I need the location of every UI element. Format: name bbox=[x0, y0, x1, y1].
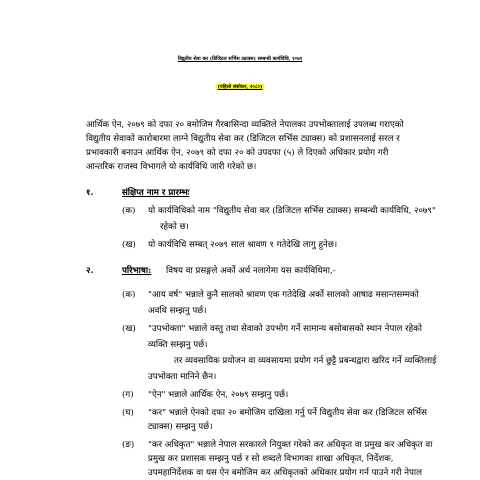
document-title: विद्युतीय सेवा कर (डिजिटल सर्भिस ट्याक्स) सम्बन्धी कार्यविधि, २०७९ bbox=[177, 56, 303, 62]
section-2-item-kha-line-2: व्यक्ति सम्झनु पर्छ। bbox=[148, 340, 208, 350]
section-1-number: १. bbox=[86, 188, 94, 198]
section-2-item-ga-line-1: "ऐन" भन्नाले आर्थिक ऐन, २०७९ सम्झनु पर्छ। bbox=[148, 390, 289, 400]
section-2-item-kha-proviso-1: तर व्यवसायिक प्रयोजन वा व्यवसायमा प्रयोग गर्न छुट्टै प्रबन्धद्वारा खरिद गर्ने व्यक्तिलाई bbox=[174, 356, 437, 366]
section-1-item-b-marker: (ख) bbox=[122, 240, 136, 250]
section-2-lead: विषय वा प्रसङ्गले अर्को अर्थ नलागेमा यस कार्यविधिमा,- bbox=[166, 266, 336, 276]
section-2-item-kha-marker: (ख) bbox=[122, 324, 136, 334]
section-2-item-ka-marker: (क) bbox=[122, 290, 136, 300]
section-2-item-nga-marker: (ङ) bbox=[122, 440, 135, 450]
section-2-number: २. bbox=[86, 266, 94, 276]
section-1-item-a-line-2: रहेको छ। bbox=[160, 222, 189, 232]
section-2-heading: परिभाषा: bbox=[122, 266, 152, 276]
section-2-item-gha-line-2: ट्याक्स) सम्झनु पर्छ। bbox=[148, 422, 213, 432]
section-2-item-nga-line-1: "कर अधिकृत" भन्नाले नेपाल सरकारले नियुक्त गरेको कर अधिकृत वा प्रमुख कर अधिकृत वा bbox=[148, 440, 433, 450]
section-1-heading: संक्षिप्त नाम र प्रारम्भः bbox=[122, 188, 190, 198]
section-2-item-nga-line-3: उपमहानिर्देशक वा यस ऐन बमोजिम कर अधिकृतको अधिकार प्रयोग गर्न पाउने गरी नेपाल bbox=[148, 468, 422, 478]
section-2-item-kha-line-1: "उपभोक्ता" भन्नाले वस्तु तथा सेवाको उपभोग गर्ने सामान्य बसोबासको स्थान नेपाल रहेको bbox=[148, 324, 423, 334]
section-2-item-kha-proviso-2: उपभोक्ता मानिने छैन। bbox=[148, 372, 217, 382]
section-2-item-ka-line-2: अवधि सम्झनु पर्छ। bbox=[148, 306, 207, 316]
amendment-subtitle bbox=[0, 84, 480, 90]
section-2-item-ka-line-1: "आय वर्ष" भन्नाले कुनै सालको श्रावण एक गतेदेखि अर्को सालको आषाढ मसान्तसम्मको bbox=[148, 290, 419, 300]
section-2-item-ga-marker: (ग) bbox=[122, 390, 134, 400]
section-1-item-a-line-1: यो कार्यविधिको नाम "विद्युतीय सेवा कर (डिजिटल सर्भिस ट्याक्स) सम्बन्धी कार्यविधि, २०७९" bbox=[148, 206, 436, 216]
section-2-item-gha-marker: (घ) bbox=[122, 408, 134, 418]
intro-line-3: प्रभावकारी बनाउन आर्थिक ऐन, २०७९ को दफा २० को उपदफा (५) ले दिएको अधिकार प्रयोग गरी bbox=[86, 148, 389, 158]
amendment-subtitle-text: (पहिलो संशोधन, २०८०) bbox=[217, 84, 263, 90]
intro-line-2: विद्युतीय सेवाको कारोबारमा लाग्ने विद्युतीय सेवा कर (डिजिटल सर्भिस ट्याक्स) को प्रशासनलाई सरल र bbox=[86, 134, 400, 144]
intro-line-1: आर्थिक ऐन, २०७९ को दफा २० बमोजिम गैरबासिन्दा व्यक्तिले नेपालका उपभोक्तालाई उपलब्ध गराएको bbox=[86, 120, 404, 130]
intro-line-4: आन्तरिक राजस्व विभागले यो कार्यविधि जारी गरेको छ। bbox=[86, 162, 257, 172]
section-2-item-nga-line-2: प्रमुख कर प्रशासक सम्झनु पर्छ र सो शब्दले विभागका शाखा अधिकृत, निर्देशक, bbox=[148, 454, 394, 464]
section-2-item-gha-line-1: "कर" भन्नाले ऐनको दफा २० बमोजिम दाखिला गर्नु पर्ने विद्युतीय सेवा कर (डिजिटल सर्भिस bbox=[148, 408, 427, 418]
section-1-item-a-marker: (क) bbox=[122, 206, 136, 216]
section-1-item-b-line-1: यो कार्यविधि सम्बत् २०७९ साल श्रावण १ गतेदेखि लागु हुनेछ। bbox=[148, 240, 338, 250]
